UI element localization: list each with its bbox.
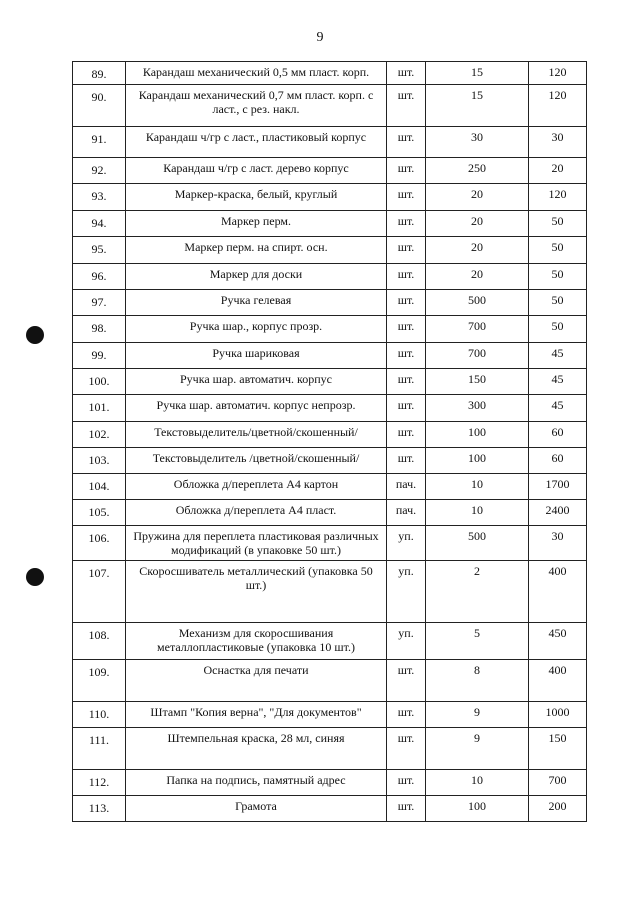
cell-unit: уп. [387,623,426,660]
cell-num: 110. [73,702,126,728]
cell-num: 89. [73,62,126,85]
cell-num: 90. [73,85,126,127]
cell-name: Обложка д/переплета А4 картон [126,474,387,500]
cell-price: 50 [529,264,587,290]
cell-unit: шт. [387,211,426,237]
cell-num: 97. [73,290,126,316]
cell-unit: шт. [387,316,426,343]
cell-unit: шт. [387,85,426,127]
cell-num: 113. [73,796,126,822]
cell-unit: шт. [387,290,426,316]
cell-price: 20 [529,158,587,184]
cell-unit: шт. [387,264,426,290]
cell-name: Маркер перм. на спирт. осн. [126,237,387,264]
cell-price: 120 [529,62,587,85]
table-row [73,264,587,290]
cell-price: 30 [529,127,587,158]
cell-qty: 8 [426,660,529,702]
cell-qty: 100 [426,448,529,474]
cell-num: 93. [73,184,126,211]
table-row [73,770,587,796]
cell-qty: 30 [426,127,529,158]
cell-unit: шт. [387,127,426,158]
cell-name: Текстовыделитель/цветной/скошенный/ [126,422,387,448]
cell-qty: 20 [426,237,529,264]
cell-num: 95. [73,237,126,264]
cell-price: 400 [529,561,587,623]
cell-qty: 100 [426,422,529,448]
cell-qty: 100 [426,796,529,822]
cell-unit: шт. [387,158,426,184]
table-row [73,728,587,770]
cell-num: 107. [73,561,126,623]
cell-price: 50 [529,290,587,316]
cell-price: 450 [529,623,587,660]
table-row [73,290,587,316]
cell-price: 120 [529,85,587,127]
table-row [73,660,587,702]
cell-price: 45 [529,343,587,369]
cell-price: 200 [529,796,587,822]
cell-unit: шт. [387,422,426,448]
cell-num: 108. [73,623,126,660]
cell-name: Ручка шар. автоматич. корпус непрозр. [126,395,387,422]
cell-price: 50 [529,237,587,264]
cell-qty: 500 [426,290,529,316]
cell-name: Механизм для скоросшивания металлопластиковые (упаковка 10 шт.) [126,623,387,660]
cell-num: 99. [73,343,126,369]
cell-unit: пач. [387,500,426,526]
table-row [73,211,587,237]
cell-unit: шт. [387,728,426,770]
cell-name: Карандаш ч/гр с ласт. дерево корпус [126,158,387,184]
cell-name: Ручка гелевая [126,290,387,316]
cell-num: 101. [73,395,126,422]
cell-qty: 500 [426,526,529,561]
cell-qty: 15 [426,85,529,127]
cell-num: 96. [73,264,126,290]
cell-name: Карандаш ч/гр с ласт., пластиковый корпус [126,127,387,158]
cell-name: Грамота [126,796,387,822]
cell-num: 103. [73,448,126,474]
punch-hole-icon [26,568,44,586]
table-row [73,474,587,500]
table-row [73,500,587,526]
cell-unit: шт. [387,770,426,796]
table-row [73,422,587,448]
table-row [73,85,587,127]
cell-qty: 5 [426,623,529,660]
cell-unit: шт. [387,343,426,369]
table-row [73,561,587,623]
cell-qty: 10 [426,770,529,796]
cell-num: 109. [73,660,126,702]
page-number: 9 [316,30,324,45]
cell-unit: уп. [387,526,426,561]
cell-unit: шт. [387,237,426,264]
table-row [73,237,587,264]
cell-qty: 9 [426,728,529,770]
cell-price: 400 [529,660,587,702]
cell-name: Ручка шар., корпус прозр. [126,316,387,343]
table-row [73,127,587,158]
cell-name: Маркер для доски [126,264,387,290]
cell-qty: 10 [426,500,529,526]
table-row [73,184,587,211]
table-row [73,526,587,561]
cell-price: 1000 [529,702,587,728]
cell-unit: шт. [387,660,426,702]
cell-name: Штемпельная краска, 28 мл, синяя [126,728,387,770]
cell-num: 100. [73,369,126,395]
items-table [72,61,587,822]
cell-name: Скоросшиватель металлический (упаковка 50 шт.) [126,561,387,623]
table-row [73,395,587,422]
cell-unit: шт. [387,62,426,85]
punch-hole-icon [26,326,44,344]
cell-price: 1700 [529,474,587,500]
cell-qty: 20 [426,184,529,211]
cell-qty: 9 [426,702,529,728]
cell-price: 60 [529,422,587,448]
cell-unit: уп. [387,561,426,623]
table-row [73,369,587,395]
cell-price: 50 [529,211,587,237]
cell-qty: 700 [426,343,529,369]
cell-num: 98. [73,316,126,343]
cell-unit: шт. [387,448,426,474]
table-row [73,623,587,660]
cell-price: 700 [529,770,587,796]
cell-qty: 700 [426,316,529,343]
cell-name: Маркер-краска, белый, круглый [126,184,387,211]
cell-unit: шт. [387,184,426,211]
cell-name: Маркер перм. [126,211,387,237]
cell-price: 120 [529,184,587,211]
cell-unit: пач. [387,474,426,500]
cell-qty: 20 [426,211,529,237]
table-row [73,796,587,822]
cell-num: 105. [73,500,126,526]
cell-qty: 250 [426,158,529,184]
cell-price: 30 [529,526,587,561]
cell-qty: 15 [426,62,529,85]
table-row [73,702,587,728]
cell-num: 102. [73,422,126,448]
cell-name: Папка на подпись, памятный адрес [126,770,387,796]
cell-qty: 10 [426,474,529,500]
cell-unit: шт. [387,395,426,422]
cell-num: 92. [73,158,126,184]
cell-qty: 300 [426,395,529,422]
cell-name: Карандаш механический 0,7 мм пласт. корп. с ласт., с рез. накл. [126,85,387,127]
table-row [73,343,587,369]
cell-name: Карандаш механический 0,5 мм пласт. корп. [126,62,387,85]
cell-qty: 20 [426,264,529,290]
table-row [73,62,587,85]
cell-num: 112. [73,770,126,796]
cell-num: 94. [73,211,126,237]
cell-name: Штамп "Копия верна", "Для документов" [126,702,387,728]
cell-price: 150 [529,728,587,770]
cell-name: Пружина для переплета пластиковая различных модификаций (в упаковке 50 шт.) [126,526,387,561]
cell-num: 104. [73,474,126,500]
cell-name: Обложка д/переплета А4 пласт. [126,500,387,526]
table-row [73,448,587,474]
table-row [73,158,587,184]
cell-qty: 2 [426,561,529,623]
cell-unit: шт. [387,369,426,395]
cell-unit: шт. [387,702,426,728]
cell-unit: шт. [387,796,426,822]
cell-price: 45 [529,395,587,422]
cell-num: 106. [73,526,126,561]
cell-price: 50 [529,316,587,343]
cell-name: Оснастка для печати [126,660,387,702]
cell-num: 111. [73,728,126,770]
cell-price: 60 [529,448,587,474]
cell-num: 91. [73,127,126,158]
cell-price: 45 [529,369,587,395]
table-row [73,316,587,343]
cell-name: Текстовыделитель /цветной/скошенный/ [126,448,387,474]
cell-price: 2400 [529,500,587,526]
cell-name: Ручка шар. автоматич. корпус [126,369,387,395]
cell-qty: 150 [426,369,529,395]
cell-name: Ручка шариковая [126,343,387,369]
